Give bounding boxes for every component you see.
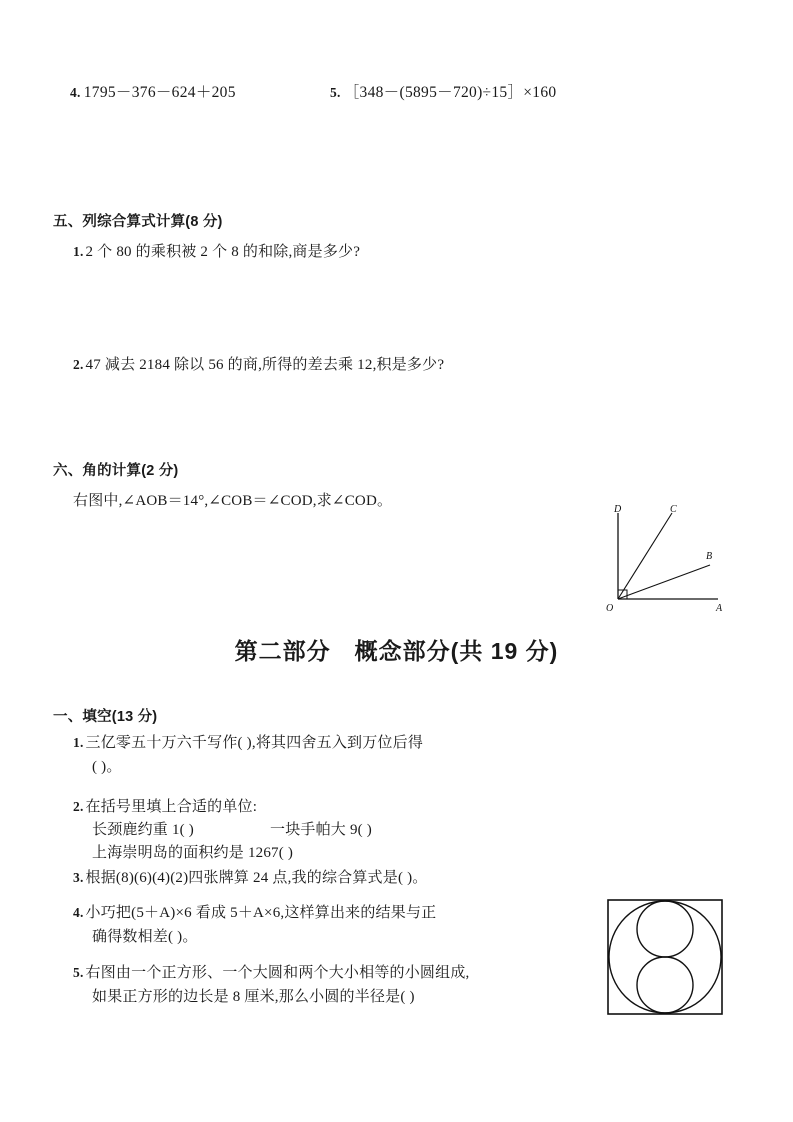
section-five-item-1-text: 2 个 80 的乘积被 2 个 8 的和除,商是多少? <box>85 244 361 260</box>
calculation-index-4: 4. <box>70 85 81 100</box>
blank-item-1-line-2: ( )。 <box>92 759 122 775</box>
blank-item-5-line-2: 如果正方形的边长是 8 厘米,那么小圆的半径是( ) <box>92 989 415 1005</box>
blank-item-3-index: 3. <box>73 870 84 885</box>
blank-item-4-line-2: 确得数相差( )。 <box>92 929 198 945</box>
section-five-item-2-index: 2. <box>73 357 84 372</box>
blank-item-5-index: 5. <box>73 965 84 980</box>
section-heading-five: 五、列综合算式计算(8 分) <box>53 214 223 230</box>
section-heading-six: 六、角的计算(2 分) <box>53 463 179 479</box>
svg-text:D: D <box>614 504 622 515</box>
fill-in-blanks-heading: 一、填空(13 分) <box>53 709 158 725</box>
svg-text:B: B <box>706 551 713 562</box>
calculation-expr-4: 1795－376－624＋205 <box>83 84 236 101</box>
blank-item-1-index: 1. <box>73 735 84 750</box>
section-five-item-1-index: 1. <box>73 244 84 259</box>
calculation-expr-5: ［348－(5895－720)÷15］×160 <box>343 84 557 101</box>
section-five-item-2-text: 47 减去 2184 除以 56 的商,所得的差去乘 12,积是多少? <box>85 357 445 373</box>
angle-diagram <box>600 503 728 615</box>
calculation-item-5 <box>330 80 556 102</box>
blank-item-1-line-1 <box>73 731 423 752</box>
blank-item-5-text-1: 右图由一个正方形、一个大圆和两个大小相等的小圆组成, <box>85 965 470 981</box>
angle-diagram-svg <box>600 503 728 615</box>
blank-item-2-line-1 <box>73 795 257 816</box>
section-five-item-1 <box>73 240 360 261</box>
section-six-text: 右图中,∠AOB＝14°,∠COB＝∠COD,求∠COD。 <box>73 493 393 509</box>
blank-item-2-index: 2. <box>73 799 84 814</box>
blank-item-4-index: 4. <box>73 905 84 920</box>
blank-item-4-line-1 <box>73 901 436 922</box>
svg-text:O: O <box>606 603 614 614</box>
square-with-circles-diagram <box>606 898 738 1016</box>
square-with-circles-svg <box>606 898 738 1016</box>
svg-text:C: C <box>670 504 677 515</box>
calculation-item-4 <box>70 80 236 102</box>
blank-item-5-line-1 <box>73 961 469 982</box>
calculation-index-5: 5. <box>330 85 341 100</box>
blank-item-2-text-1: 在括号里填上合适的单位: <box>85 799 258 815</box>
blank-item-2-line-2: 长颈鹿约重 1( ) 一块手帕大 9( ) <box>92 822 372 838</box>
blank-item-3-line-1 <box>73 866 427 887</box>
blank-item-4-text-1: 小巧把(5＋A)×6 看成 5＋A×6,这样算出来的结果与正 <box>85 905 437 921</box>
section-five-item-2 <box>73 353 444 374</box>
blank-item-1-text-1: 三亿零五十万六千写作( ),将其四舍五入到万位后得 <box>85 735 424 751</box>
blank-item-2-line-3: 上海崇明岛的面积约是 1267( ) <box>92 845 294 861</box>
svg-text:A: A <box>716 603 723 614</box>
blank-item-3-text-1: 根据(8)(6)(4)(2)四张牌算 24 点,我的综合算式是( )。 <box>85 870 428 886</box>
part-two-title: 第二部分 概念部分(共 19 分) <box>234 638 559 664</box>
